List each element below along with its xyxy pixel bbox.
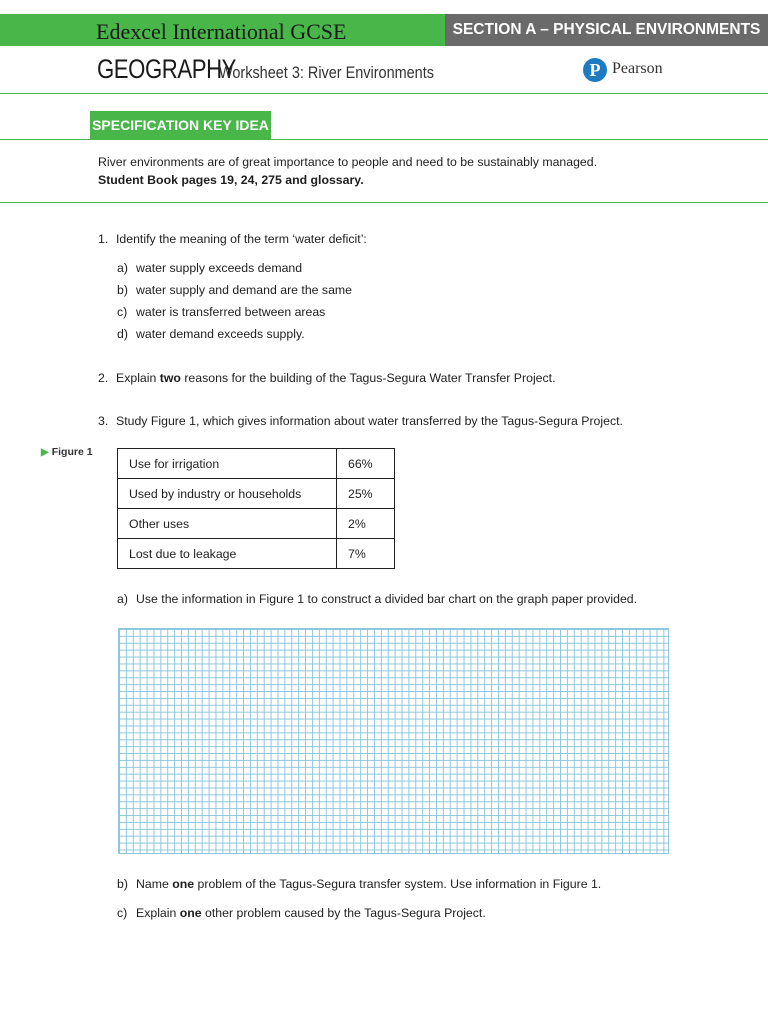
option-a: a) water supply exceeds demand (117, 261, 303, 275)
option-c: c) water is transferred between areas (117, 305, 326, 319)
spec-text (98, 153, 597, 189)
spec-pages: Student Book pages 19, 24, 275 and glossary. (98, 173, 364, 187)
figure-label: ▶ Figure 1 (41, 446, 93, 458)
table-row (118, 509, 395, 539)
spec-idea: River environments are of great importance to people and need to be sustainably managed. (98, 155, 598, 169)
table-row (118, 449, 395, 479)
spec-label: SPECIFICATION KEY IDEA (90, 111, 271, 139)
question-3b: b) Name one problem of the Tagus-Segura transfer system. Use information in Figure 1. (117, 877, 602, 891)
question-3: 3. Study Figure 1, which gives information about water transferred by the Tagus-Segura Project. (98, 414, 623, 428)
table-cell-pct: 66% (337, 449, 395, 479)
table-cell-use: Use for irrigation (118, 449, 337, 479)
worksheet-title: Worksheet 3: River Environments (219, 63, 434, 82)
publisher-name: Pearson (612, 60, 663, 77)
table-cell-use: Other uses (118, 509, 337, 539)
divider (0, 93, 768, 94)
table-cell-use: Lost due to leakage (118, 539, 337, 569)
question-text: Identify the meaning of the term ‘water deficit’: (116, 232, 367, 246)
subject-name: GEOGRAPHY (97, 54, 237, 84)
question-1 (98, 231, 367, 247)
play-arrow-icon: ▶ (41, 447, 49, 458)
figure-1-table (117, 448, 395, 569)
table-cell-use: Used by industry or households (118, 479, 337, 509)
option-b: b) water supply and demand are the same (117, 283, 353, 297)
graph-paper[interactable] (118, 628, 669, 854)
divider (0, 139, 768, 140)
table-cell-pct: 7% (337, 539, 395, 569)
question-number: 1. (98, 232, 109, 246)
table-row (118, 479, 395, 509)
question-2: 2. Explain two reasons for the building of the Tagus-Segura Water Transfer Project. (98, 371, 556, 385)
qualification-title: Edexcel International GCSE (96, 19, 347, 44)
question-3a: a) Use the information in Figure 1 to construct a divided bar chart on the graph paper provided. (117, 592, 638, 606)
divider (0, 202, 768, 203)
section-title: SECTION A – PHYSICAL ENVIRONMENTS (445, 14, 768, 46)
header-bar (0, 14, 768, 46)
question-3c: c) Explain one other problem caused by the Tagus-Segura Project. (117, 906, 486, 920)
table-row (118, 539, 395, 569)
table-cell-pct: 25% (337, 479, 395, 509)
option-d: d) water demand exceeds supply. (117, 327, 305, 341)
table-cell-pct: 2% (337, 509, 395, 539)
pearson-logo-icon: P (583, 58, 607, 82)
subject-heading (97, 54, 434, 85)
